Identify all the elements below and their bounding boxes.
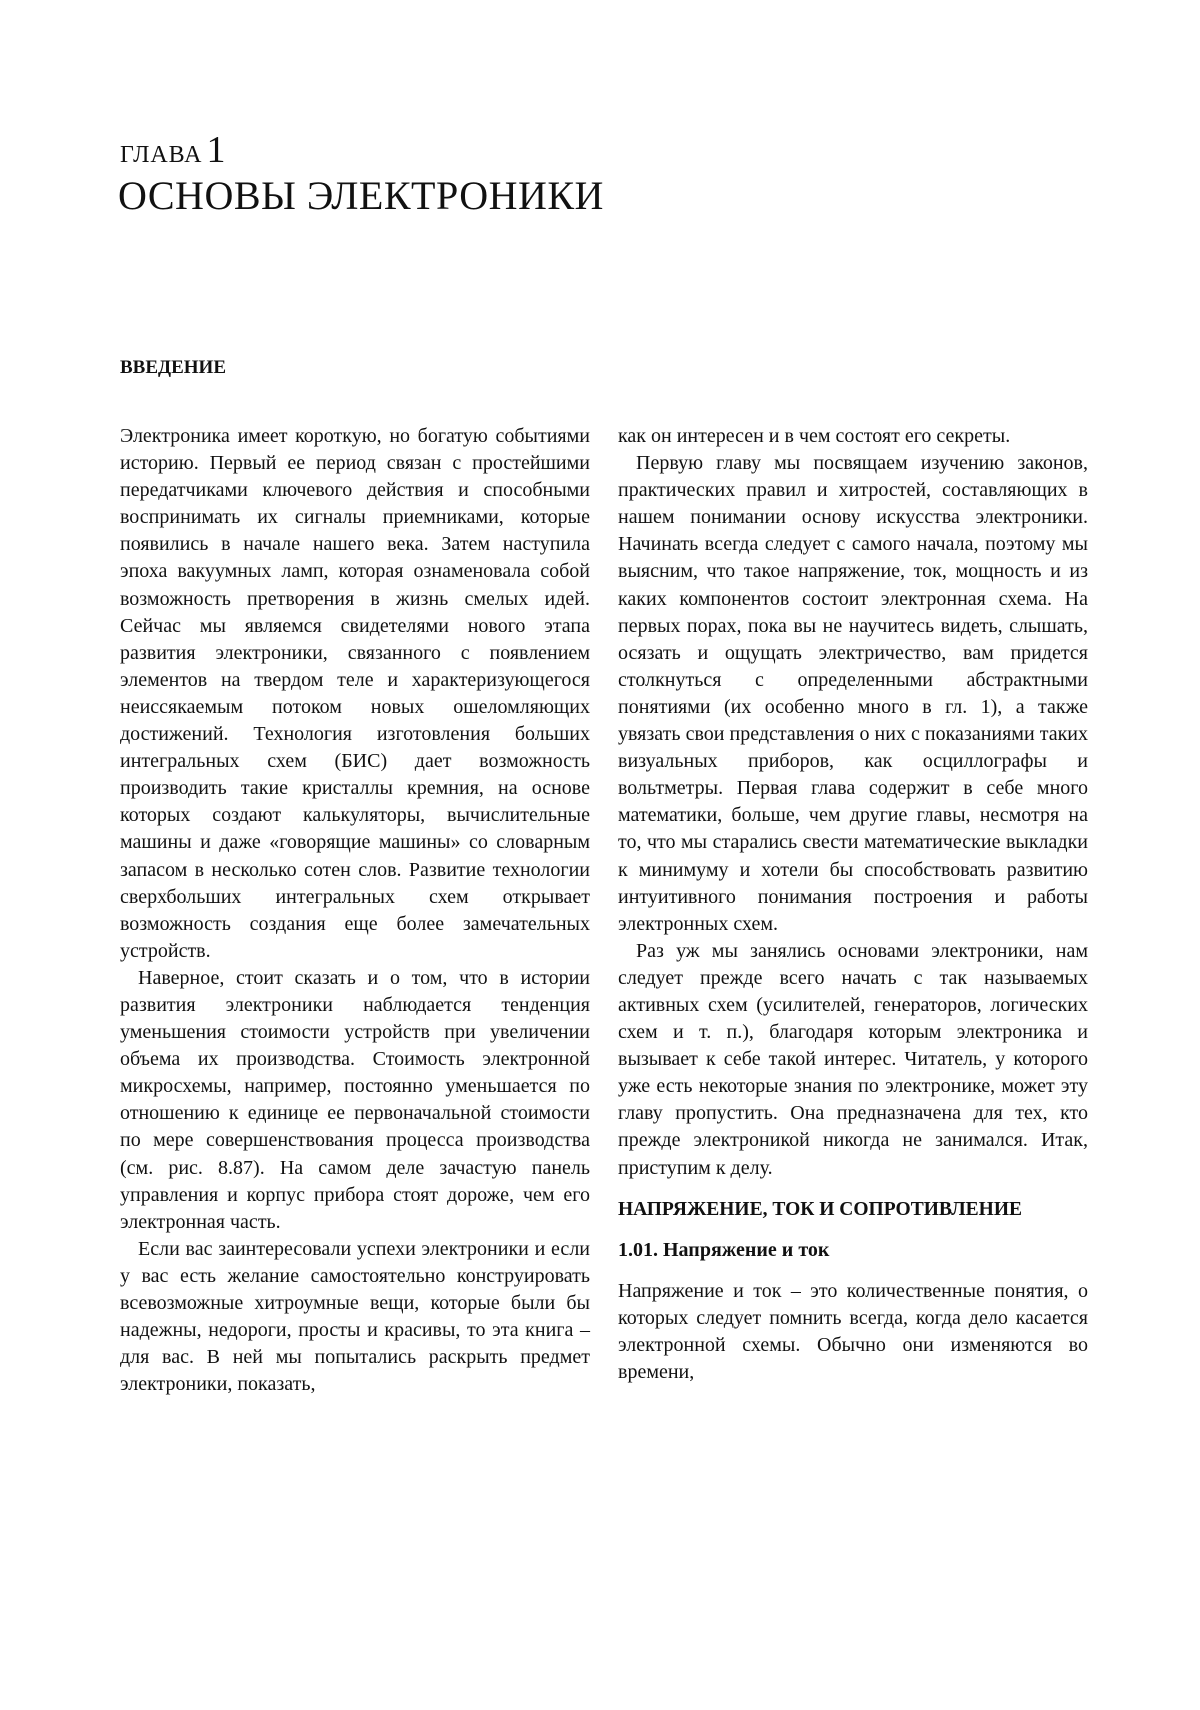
paragraph: Электроника имеет короткую, но богатую событиями историю. Первый ее период связан с простейшими передатчиками ключевого действия и способными вос­принимать их сигналы приемниками, ко­торые появились в начале нашего века. Затем наступила эпоха вакуумных ламп, которая ознаменовала собой возмож­ность претворения в жизнь смелых идей. Сейчас мы являемся свидетелями нового этапа развития электроники, связанного с появлением элементов на твердом теле и характеризующегося неиссякаемым по­током новых ошеломляющих достиже­ний. Технология изготовления больших интегральных схем (БИС) дает возмож­ность производить такие кристаллы крем­ния, на основе которых создают каль­куляторы, вычислительные машины и даже «говорящие машины» со словарным запасом в несколько сотен слов. Развитие технологии сверхбольших интегральных схем открывает возможность создания еще более замечательных устройств. — [120, 423, 590, 965]
subsection-heading: 1.01. Напряжение и ток — [618, 1237, 1088, 1264]
chapter-title: ОСНОВЫ ЭЛЕКТРОНИКИ — [118, 172, 604, 219]
chapter-label-word: ГЛАВА — [120, 142, 203, 168]
paragraph: Раз уж мы занялись основами электро­ники, нам следует прежде всего начать с так называемых активных схем (усили­телей, генераторов, логических схем и т. п.), благодаря которым электроника и вызывает к себе такой интерес. Читатель, у которого уже есть некоторые знания по электронике, может эту главу пропустить. Она предназначена для тех, кто прежде электроникой никогда не занимался. Итак, приступим к делу. — [618, 938, 1088, 1182]
left-column — [120, 423, 590, 1398]
intro-heading: ВВЕДЕНИЕ — [120, 357, 226, 379]
section-heading: НАПРЯЖЕНИЕ, ТОК И СОПРОТИВЛЕНИЕ — [618, 1196, 1088, 1223]
chapter-label — [120, 128, 227, 172]
paragraph: как он интересен и в чем состоят его секреты. — [618, 423, 1088, 450]
paragraph: Если вас заинтересовали успехи элект­роники и если у вас есть желание само­стоятельно конструировать всевозмож­ные хитроумные вещи, которые были бы надежны, недороги, просты и красивы, то эта книга – для вас. В ней мы попытались раскрыть предмет электроники, показать, — [120, 1236, 590, 1399]
chapter-number: 1 — [207, 129, 227, 171]
paragraph: Первую главу мы посвящаем изучению законов, практических правил и хитро­стей, составляющих в нашем понимании основу искусства электроники. Начинать всегда следует с самого начала, поэтому мы выясним, что такое напряжение, ток, мощность и из каких компонентов со­стоит электронная схема. На первых порах, пока вы не научитесь видеть, слы­шать, осязать и ощущать электричество, вам придется столкнуться с определен­ными абстрактными понятиями (их осо­бенно много в гл. 1), а также увязать свои представления о них с показаниями таких визуальных приборов, как осциллографы и вольтметры. Первая глава содержит в себе много математики, больше, чем другие главы, несмотря на то, что мы старались свести математические выклад­ки к минимуму и хотели бы способство­вать развитию интуитивного понимания построения и работы электронных схем. — [618, 450, 1088, 938]
paragraph: Наверное, стоит сказать и о том, что в истории развития электроники наблю­дается тенденция уменьшения стоимости устройств при увеличении объема их производства. Стоимость электронной микросхемы, например, постоянно умень­шается по отношению к единице ее перво­начальной стоимости по мере совершен­ствования процесса производства (см. рис. 8.87). На самом деле зачастую панель управления и корпус прибора стоят доро­же, чем его электронная часть. — [120, 965, 590, 1236]
paragraph: Напряжение и ток – это количественные понятия, о которых следует помнить всег­да, когда дело касается электронной схе­мы. Обычно они изменяются во времени, — [618, 1278, 1088, 1386]
right-column — [618, 423, 1088, 1386]
